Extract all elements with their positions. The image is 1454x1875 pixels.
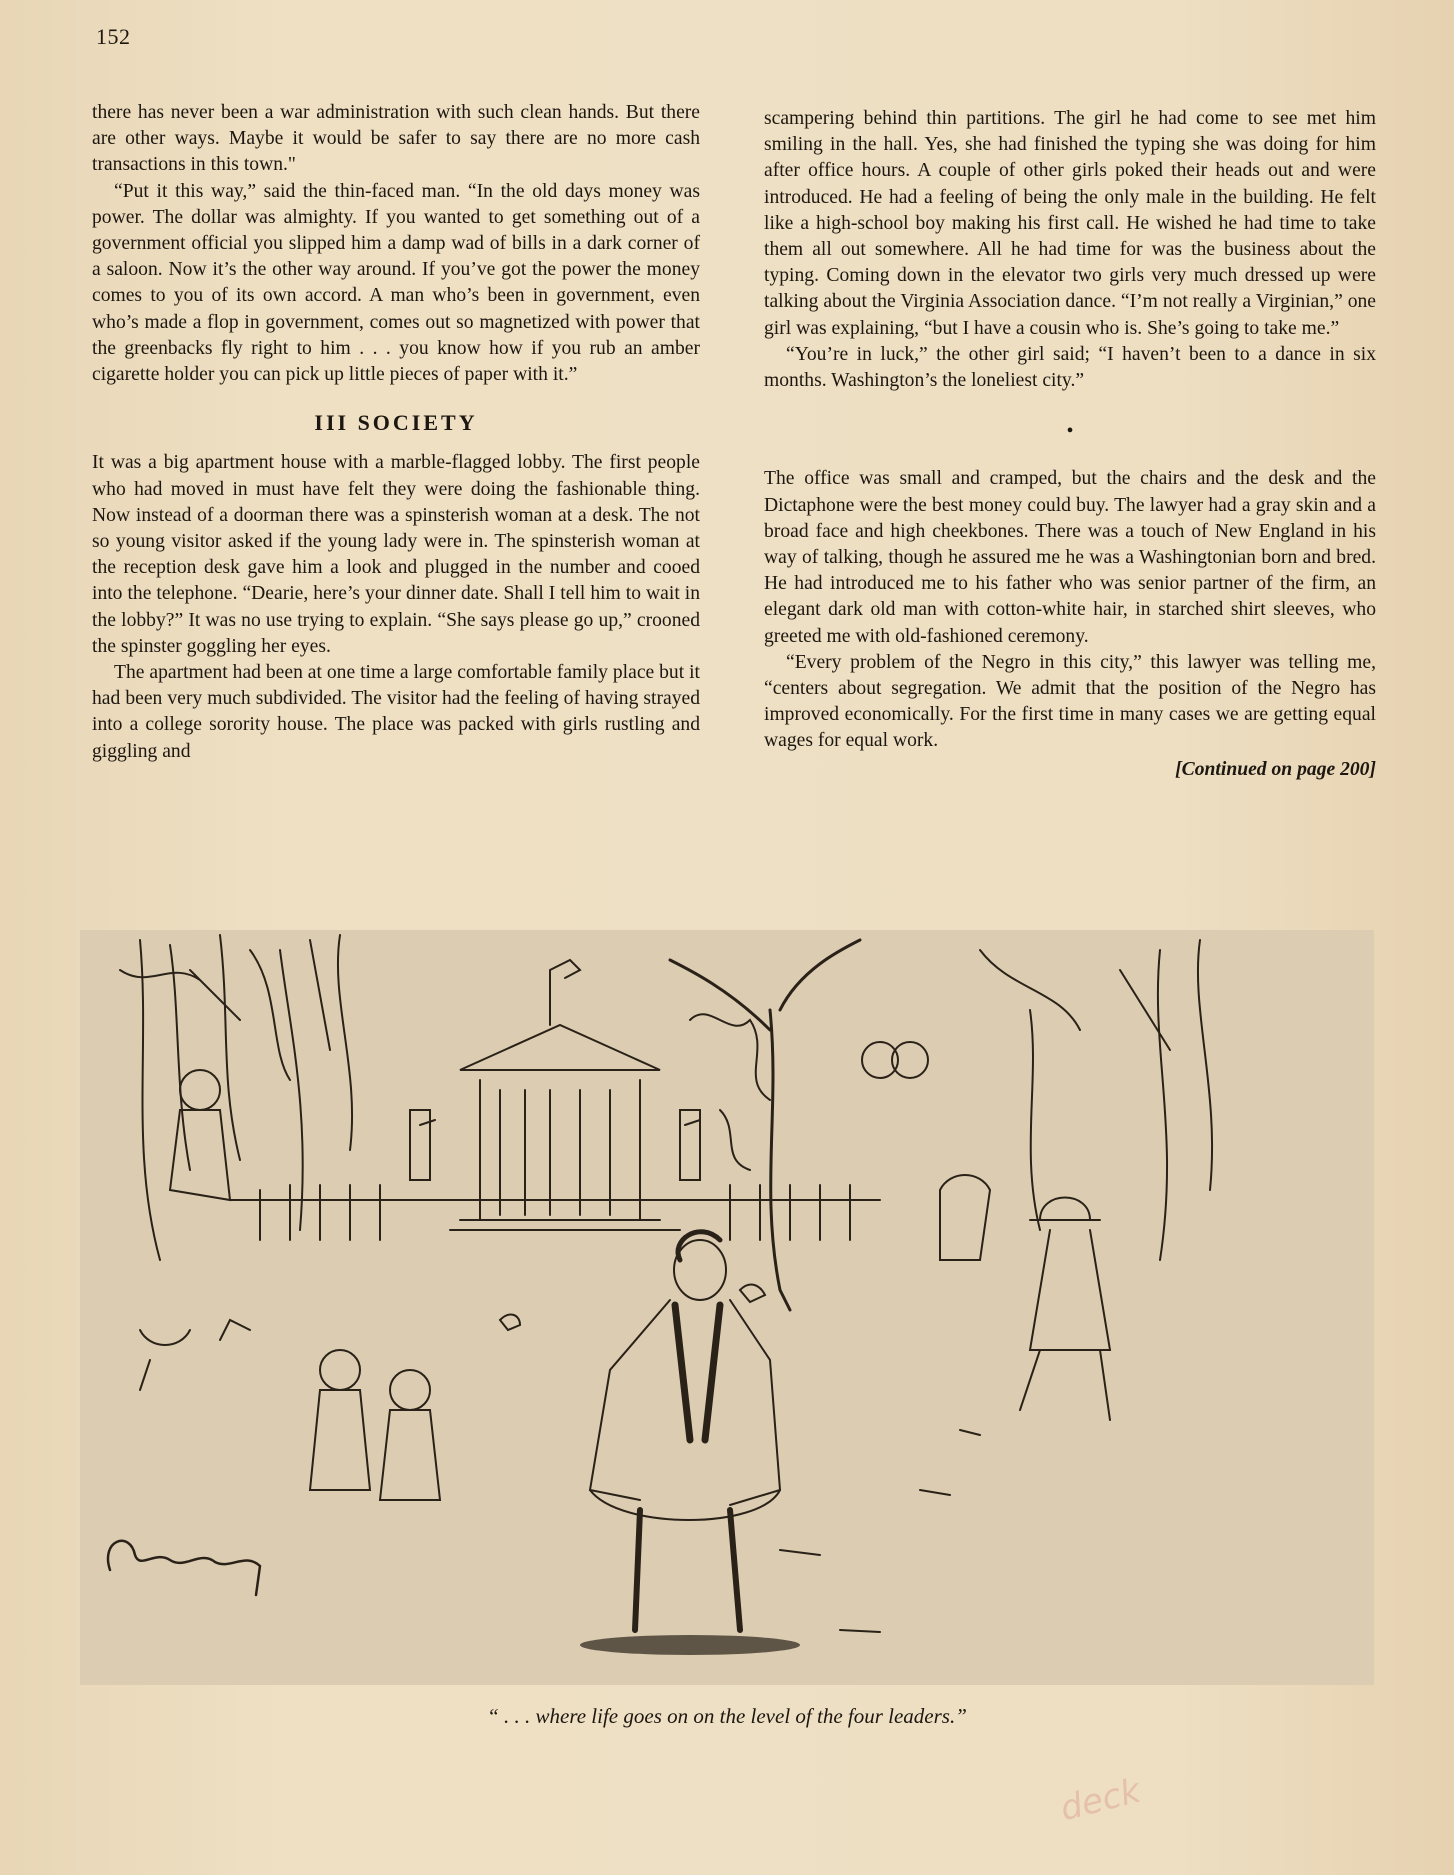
ink-sketch	[80, 930, 1374, 1685]
paragraph: The apartment had been at one time a large comfortable family place but it had been very much subdivided. The visitor had the feeling of having strayed into a college sorority house. The place was packed with girls rustling and giggling and	[92, 662, 700, 762]
section-separator: •	[1066, 420, 1074, 443]
paragraph: there has never been a war administration with such clean hands. But there are other ways. Maybe it would be safer to say there are no more cash transactions in this town."	[92, 102, 700, 176]
illustration-caption: “ . . . where life goes on on the level of the four leaders.”	[487, 1704, 967, 1728]
right-column	[764, 106, 1376, 783]
section-heading: III SOCIETY	[314, 410, 478, 436]
pencil-annotation: deck	[1056, 1770, 1145, 1830]
left-column	[92, 100, 700, 765]
paragraph: The office was small and cramped, but the chairs and the desk and the Dictaphone were the best money could buy. The lawyer had a gray skin and a broad face and high cheekbones. There was a touch of New England in his way of talking, though he assured me he was a Washingtonian born and bred. He had introduced me to his father who was senior partner of the firm, an elegant dark old man with cotton-white hair, in starched shirt sleeves, who greeted me with old-fashioned ceremony.	[764, 468, 1376, 647]
paragraph: “Every problem of the Negro in this city,” this lawyer was telling me, “centers about segregation. We admit that the position of the Negro has improved economically. For the first time in many cases we are getting equal wages for equal work.	[764, 651, 1376, 752]
page-number: 152	[96, 24, 131, 49]
continued-note: [Continued on page 200]	[1175, 758, 1376, 780]
paragraph: “You’re in luck,” the other girl said; “I haven’t been to a dance in six months. Washington’s the loneliest city.”	[764, 343, 1376, 392]
paragraph: “Put it this way,” said the thin-faced man. “In the old days money was power. The dollar was almighty. If you wanted to get something out of a government official you slipped him a damp wad of bills in a dark corner of a saloon. Now it’s the other way around. If you’ve got the power the money comes to you of its own accord. A man who’s been in government, even who’s made a flop in government, comes out so magnetized with power that the greenbacks fly right to him . . . you know how if you rub an amber cigarette holder you can pick up little pieces of paper with it.”	[92, 180, 700, 386]
paragraph: scampering behind thin partitions. The girl he had come to see met him smiling in the hall. Yes, she had finished the typing she was doing for him after office hours. A couple of other girls poked their heads out and were introduced. He had a feeling of being the only male in the building. He felt like a high-school boy making his first call. He wished he had time to take them all out somewhere. All he had time for was the business about the typing. Coming down in the elevator two girls very much dressed up were talking about the Virginia Association dance. “I’m not really a Virginian,” one girl was explaining, “but I have a cousin who is. She’s going to take me.”	[764, 108, 1376, 339]
park-sketch-illustration	[80, 930, 1374, 1685]
paragraph: It was a big apartment house with a marble-flagged lobby. The first people who had moved in must have felt they were doing the fashionable thing. Now instead of a doorman there was a spinsterish woman at a desk. The not so young visitor asked if the young lady were in. The spinsterish woman at the reception desk gave him a look and plugged in the number and cooed into the telephone. “Dearie, here’s your dinner date. Shall I tell him to wait in the lobby?” It was no use trying to explain. “She says please go up,” crooned the spinster goggling her eyes.	[92, 452, 700, 657]
